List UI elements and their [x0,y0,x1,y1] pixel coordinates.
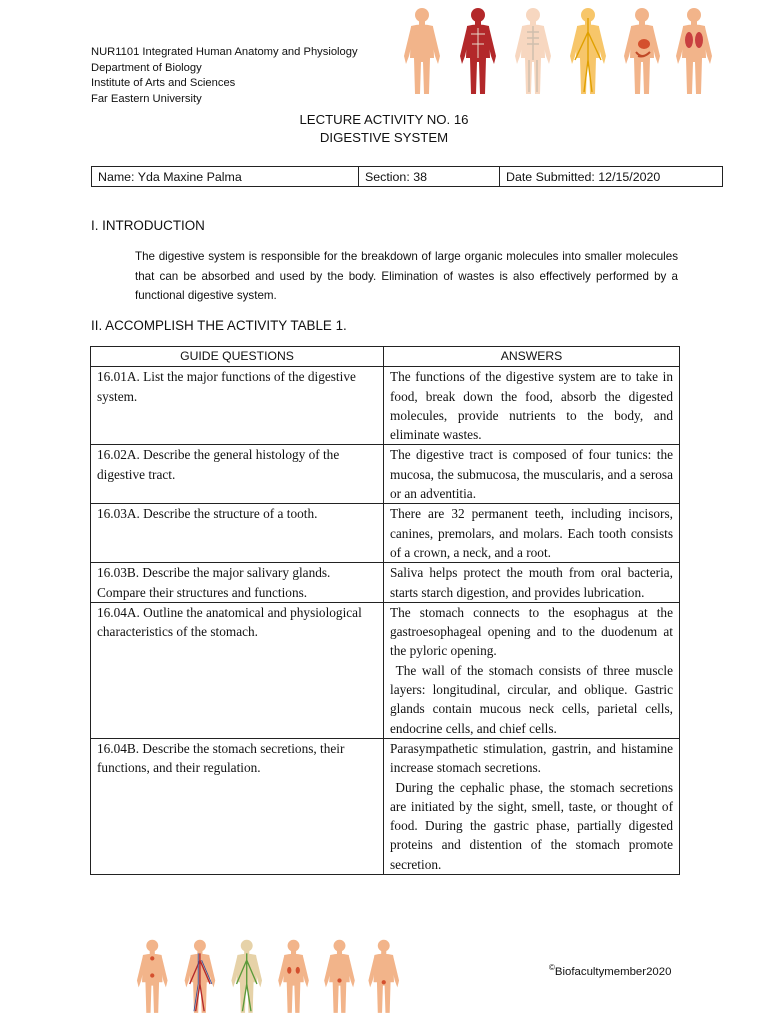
course-title: NUR1101 Integrated Human Anatomy and Physiology [91,46,358,58]
table-row [91,563,680,603]
course-header [91,45,358,107]
answer-paragraph: Parasympathetic stimulation, gastrin, and histamine increase stomach secretions. [390,740,673,776]
question-cell: 16.03A. Describe the structure of a tooth. [91,504,384,563]
university-label: Far Eastern University [91,92,202,105]
activity-title: LECTURE ACTIVITY NO. 16 [299,112,469,127]
anatomy-figures-bottom [108,938,428,1018]
answer-paragraph: The functions of the digestive system are to take in food, break down the food, absorb the digested molecules, provide nutrients to the body, and eliminate wastes. [390,369,673,443]
date-submitted: Date Submitted: 12/15/2020 [500,167,723,187]
figure-skeleton-icon [515,8,551,94]
figure-urinary-icon [278,940,309,1013]
figure-muscle-icon [460,8,496,94]
answer-paragraph: The wall of the stomach consists of three muscle layers: longitudinal, circular, and oblique. Gastric glands contain mucous neck cells, parietal cells, endocrine cells, and chief cells. [390,662,677,736]
answer-paragraph: The digestive tract is composed of four tunics: the mucosa, the submucosa, the muscularis, and a serosa or an adventitia. [390,447,673,502]
table-header-row [91,347,680,367]
question-cell: 16.01A. List the major functions of the digestive system. [91,367,384,445]
department-label: Department of Biology [91,61,202,74]
answer-cell [384,445,680,504]
introduction-text: The digestive system is responsible for the breakdown of large organic molecules into smaller molecules that can be absorbed and used by the body. Elimination of wastes is also effectively performed by a functional digestive system. [135,250,678,303]
anatomy-figures-top [398,6,718,100]
question-cell: 16.04B. Describe the stomach secretions, their functions, and their regulation. [91,738,384,874]
answers-header: ANSWERS [384,347,680,367]
activity-table [90,346,680,875]
figure-reproductive-icon [324,940,355,1013]
activity-heading: II. ACCOMPLISH THE ACTIVITY TABLE 1. [91,318,347,333]
introduction-heading: I. INTRODUCTION [91,218,205,233]
institute-label: Institute of Arts and Sciences [91,77,236,90]
student-section: Section: 38 [359,167,500,187]
answer-cell [384,563,680,603]
table-row [91,602,680,738]
question-cell: 16.04A. Outline the anatomical and physiological characteristics of the stomach. [91,602,384,738]
table-row [91,504,680,563]
table-row [91,738,680,874]
figure-endocrine-icon [137,940,168,1013]
answer-cell [384,367,680,445]
answer-cell [384,738,680,874]
question-cell: 16.03B. Describe the major salivary glands. Compare their structures and functions. [91,563,384,603]
topic-title: DIGESTIVE SYSTEM [319,130,449,145]
copyright-notice [549,963,671,978]
table-row [91,445,680,504]
answer-paragraph: During the cephalic phase, the stomach secretions are initiated by the sight, smell, taste, or thought of food. During the gastric phase, partially digested proteins and distention of the stomach promote secretion. [390,779,677,872]
figure-digestive-icon [624,8,660,94]
copyright-text: Biofacultymember2020 [554,965,672,978]
figure-reproductive-male-icon [368,940,399,1013]
table-row [91,367,680,445]
guide-questions-header: GUIDE QUESTIONS [91,347,384,367]
student-info-table [91,166,723,187]
figure-cardiovascular-icon [185,940,216,1013]
answer-cell [384,504,680,563]
student-name: Name: Yda Maxine Palma [92,167,359,187]
answer-paragraph: Saliva helps protect the mouth from oral bacteria, starts starch digestion, and provides lubrication. [390,565,673,600]
copyright-symbol: © [549,963,555,972]
answer-paragraph: There are 32 permanent teeth, including incisors, canines, premolars, and molars. Each tooth consists of a crown, a neck, and a root. [390,506,673,560]
figure-respiratory-icon [676,8,712,94]
figure-nervous-icon [570,8,606,94]
question-cell: 16.02A. Describe the general histology of the digestive tract. [91,445,384,504]
answer-paragraph: The stomach connects to the esophagus at the gastroesophageal opening and to the duodenum at the pyloric opening. [390,604,673,659]
figure-skin-icon [404,8,440,94]
figure-lymphatic-icon [231,940,262,1013]
answer-cell [384,602,680,738]
